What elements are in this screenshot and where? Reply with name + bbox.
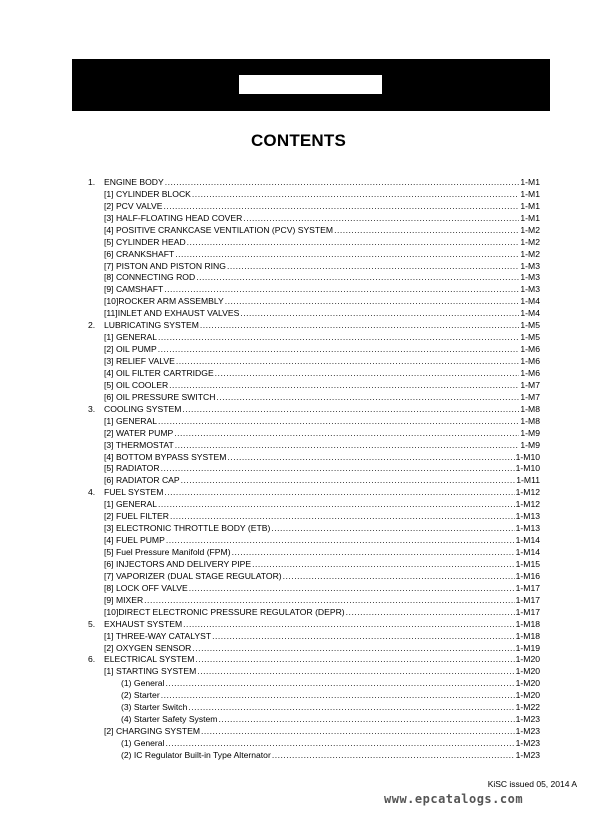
toc-page-number: 1-M23 [515, 749, 540, 760]
toc-entry-title: [6] INJECTORS AND DELIVERY PIPE [104, 558, 252, 569]
dot-leader [216, 392, 519, 404]
toc-entry-title: [6] CRANKSHAFT [104, 248, 175, 259]
toc-section-number: 2. [88, 320, 96, 331]
toc-entry[interactable] [88, 440, 540, 452]
dot-leader [161, 690, 515, 702]
toc-page-number: 1-M1 [520, 188, 540, 199]
dot-leader [164, 284, 519, 296]
toc-page-number: 1-M2 [520, 224, 540, 235]
toc-entry[interactable] [88, 511, 540, 523]
toc-entry[interactable] [88, 631, 540, 643]
dot-leader [227, 261, 519, 273]
toc-entry-title: [1] GENERAL [104, 499, 158, 510]
toc-entry[interactable] [88, 320, 540, 332]
toc-page-number: 1-M6 [520, 367, 540, 378]
dot-leader [215, 368, 520, 380]
dot-leader [165, 678, 514, 690]
toc-page-number: 1-M17 [515, 594, 540, 605]
toc-entry-title: [10]DIRECT ELECTRONIC PRESSURE REGULATOR (DEPR) [104, 606, 345, 617]
toc-entry-title: [2] PCV VALVE [104, 200, 163, 211]
toc-entry-title: [2] OXYGEN SENSOR [104, 642, 192, 653]
toc-page-number: 1-M18 [515, 618, 540, 629]
toc-entry-title: [9] MIXER [104, 594, 144, 605]
dot-leader [164, 487, 514, 499]
toc-page-number: 1-M17 [515, 582, 540, 593]
table-of-contents [88, 177, 540, 762]
toc-entry[interactable] [88, 535, 540, 547]
dot-leader [240, 308, 519, 320]
toc-entry-title: [1] THREE-WAY CATALYST [104, 630, 212, 641]
toc-entry[interactable] [88, 273, 540, 285]
toc-entry-title: [8] CONNECTING ROD [104, 272, 196, 283]
dot-leader [165, 738, 514, 750]
toc-entry[interactable] [88, 201, 540, 213]
toc-page-number: 1-M4 [520, 308, 540, 319]
dot-leader [183, 619, 514, 631]
dot-leader [195, 654, 514, 666]
dot-leader [189, 583, 515, 595]
toc-entry-title: [7] VAPORIZER (DUAL STAGE REGULATOR) [104, 570, 282, 581]
toc-page-number: 1-M20 [515, 678, 540, 689]
toc-section-number: 1. [88, 176, 96, 187]
dot-leader [175, 249, 519, 261]
toc-page-number: 1-M20 [515, 666, 540, 677]
dot-leader [169, 380, 519, 392]
toc-entry-title: COOLING SYSTEM [104, 403, 182, 414]
toc-entry-title: [2] CHARGING SYSTEM [104, 726, 200, 737]
toc-entry[interactable] [88, 332, 540, 344]
toc-page-number: 1-M23 [515, 714, 540, 725]
dot-leader [175, 440, 520, 452]
dot-leader [165, 177, 520, 189]
toc-entry[interactable] [88, 308, 540, 320]
dot-leader [158, 499, 515, 511]
toc-entry-title: ENGINE BODY [104, 176, 164, 187]
issued-footer: KiSC issued 05, 2014 A [487, 779, 577, 789]
toc-entry-title: [6] RADIATOR CAP [104, 475, 180, 486]
toc-page-number: 1-M4 [520, 296, 540, 307]
dot-leader [188, 702, 514, 714]
toc-entry-title: (2) Starter [121, 690, 160, 701]
toc-entry[interactable] [88, 416, 540, 428]
toc-entry-title: (1) General [121, 678, 165, 689]
toc-entry-title: [6] OIL PRESSURE SWITCH [104, 391, 216, 402]
dot-leader [252, 559, 515, 571]
toc-entry-title: [4] OIL FILTER CARTRIDGE [104, 367, 214, 378]
toc-entry[interactable] [88, 475, 540, 487]
toc-entry-title: [5] Fuel Pressure Manifold (FPM) [104, 547, 231, 558]
toc-page-number: 1-M13 [515, 511, 540, 522]
toc-entry[interactable] [88, 368, 540, 380]
toc-entry-title: [5] CYLINDER HEAD [104, 236, 186, 247]
toc-entry-title: [11]INLET AND EXHAUST VALVES [104, 308, 240, 319]
toc-entry-title: [3] ELECTRONIC THROTTLE BODY (ETB) [104, 523, 271, 534]
toc-entry-title: (1) General [121, 738, 165, 749]
toc-entry-title: [5] OIL COOLER [104, 379, 169, 390]
toc-entry[interactable] [88, 702, 540, 714]
toc-entry[interactable] [88, 643, 540, 655]
page-title: CONTENTS [250, 131, 347, 150]
toc-entry[interactable] [88, 750, 540, 762]
toc-entry-title: [9] CAMSHAFT [104, 284, 164, 295]
toc-entry-title: [1] GENERAL [104, 332, 158, 343]
toc-entry-title: [3] THERMOSTAT [104, 439, 174, 450]
toc-entry[interactable] [88, 225, 540, 237]
toc-entry[interactable] [88, 464, 540, 476]
toc-entry-title: [1] STARTING SYSTEM [104, 666, 197, 677]
dot-leader [181, 475, 516, 487]
toc-section-number: 5. [88, 618, 96, 629]
toc-page-number: 1-M3 [520, 260, 540, 271]
toc-page-number: 1-M20 [515, 690, 540, 701]
toc-section-number: 4. [88, 487, 96, 498]
toc-page-number: 1-M5 [520, 332, 540, 343]
toc-entry-title: [2] WATER PUMP [104, 427, 174, 438]
toc-entry[interactable] [88, 261, 540, 273]
toc-entry-title: FUEL SYSTEM [104, 487, 164, 498]
dot-leader [283, 571, 515, 583]
dot-leader [271, 523, 514, 535]
toc-entry-title: [4] BOTTOM BYPASS SYSTEM [104, 451, 227, 462]
toc-entry[interactable] [88, 296, 540, 308]
dot-leader [225, 296, 520, 308]
toc-entry[interactable] [88, 428, 540, 440]
dot-leader [170, 511, 515, 523]
toc-page-number: 1-M9 [520, 427, 540, 438]
toc-page-number: 1-M7 [520, 391, 540, 402]
toc-page-number: 1-M7 [520, 379, 540, 390]
toc-entry[interactable] [88, 583, 540, 595]
dot-leader [176, 356, 520, 368]
toc-page-number: 1-M5 [520, 320, 540, 331]
toc-page-number: 1-M12 [515, 487, 540, 498]
dot-leader [174, 428, 519, 440]
watermark: www.epcatalogs.com [384, 792, 524, 806]
toc-entry[interactable] [88, 499, 540, 511]
toc-entry-title: [2] FUEL FILTER [104, 511, 169, 522]
toc-entry[interactable] [88, 690, 540, 702]
toc-entry-title: [1] CYLINDER BLOCK [104, 188, 191, 199]
dot-leader [192, 643, 514, 655]
toc-entry[interactable] [88, 487, 540, 499]
toc-page-number: 1-M16 [515, 570, 540, 581]
toc-page-number: 1-M23 [515, 726, 540, 737]
toc-page-number: 1-M19 [515, 642, 540, 653]
toc-entry[interactable] [88, 392, 540, 404]
toc-entry-title: ELECTRICAL SYSTEM [104, 654, 195, 665]
toc-page-number: 1-M6 [520, 344, 540, 355]
dot-leader [200, 320, 520, 332]
toc-entry[interactable] [88, 607, 540, 619]
toc-page-number: 1-M12 [515, 499, 540, 510]
toc-page-number: 1-M8 [520, 403, 540, 414]
toc-entry[interactable] [88, 571, 540, 583]
header-band [72, 59, 550, 111]
toc-entry[interactable] [88, 714, 540, 726]
toc-page-number: 1-M3 [520, 272, 540, 283]
toc-entry-title: [7] PISTON AND PISTON RING [104, 260, 226, 271]
dot-leader [158, 416, 519, 428]
toc-entry[interactable] [88, 595, 540, 607]
toc-entry-title: [4] FUEL PUMP [104, 535, 165, 546]
toc-entry[interactable] [88, 547, 540, 559]
toc-section-number: 6. [88, 654, 96, 665]
dot-leader [346, 607, 515, 619]
toc-entry[interactable] [88, 678, 540, 690]
toc-page-number: 1-M1 [520, 212, 540, 223]
toc-entry-title: LUBRICATING SYSTEM [104, 320, 199, 331]
toc-entry-title: [3] HALF-FLOATING HEAD COVER [104, 212, 243, 223]
toc-entry[interactable] [88, 380, 540, 392]
dot-leader [201, 726, 515, 738]
toc-page-number: 1-M1 [520, 200, 540, 211]
toc-entry[interactable] [88, 738, 540, 750]
dot-leader [212, 631, 515, 643]
toc-entry-title: (2) IC Regulator Built-in Type Alternator [121, 749, 271, 760]
toc-entry[interactable] [88, 452, 540, 464]
toc-page-number: 1-M17 [515, 606, 540, 617]
toc-entry-title: [3] RELIEF VALVE [104, 356, 175, 367]
toc-entry[interactable] [88, 237, 540, 249]
toc-entry[interactable] [88, 356, 540, 368]
dot-leader [187, 237, 520, 249]
toc-entry[interactable] [88, 619, 540, 631]
dot-leader [232, 547, 515, 559]
toc-section-number: 3. [88, 403, 96, 414]
dot-leader [163, 201, 519, 213]
toc-page-number: 1-M6 [520, 356, 540, 367]
toc-page-number: 1-M2 [520, 248, 540, 259]
toc-page-number: 1-M18 [515, 630, 540, 641]
dot-leader [158, 332, 519, 344]
toc-page-number: 1-M14 [515, 535, 540, 546]
header-label-box [239, 75, 382, 94]
toc-entry-title: [2] OIL PUMP [104, 344, 157, 355]
toc-page-number: 1-M14 [515, 547, 540, 558]
toc-entry[interactable] [88, 666, 540, 678]
dot-leader [144, 595, 514, 607]
toc-entry-title: [8] LOCK OFF VALVE [104, 582, 188, 593]
dot-leader [197, 666, 514, 678]
dot-leader [196, 272, 519, 284]
toc-entry[interactable] [88, 344, 540, 356]
toc-entry-title: [10]ROCKER ARM ASSEMBLY [104, 296, 224, 307]
toc-entry[interactable] [88, 213, 540, 225]
toc-entry[interactable] [88, 404, 540, 416]
toc-entry[interactable] [88, 523, 540, 535]
toc-entry-title: EXHAUST SYSTEM [104, 618, 183, 629]
toc-entry[interactable] [88, 655, 540, 667]
toc-page-number: 1-M13 [515, 523, 540, 534]
toc-page-number: 1-M23 [515, 738, 540, 749]
toc-page-number: 1-M22 [515, 702, 540, 713]
dot-leader [272, 750, 515, 762]
toc-page-number: 1-M15 [515, 558, 540, 569]
toc-page-number: 1-M8 [520, 415, 540, 426]
toc-page-number: 1-M3 [520, 284, 540, 295]
toc-entry-title: (4) Starter Safety System [121, 714, 218, 725]
toc-entry-title: [5] RADIATOR [104, 463, 160, 474]
toc-page-number: 1-M10 [515, 463, 540, 474]
toc-entry[interactable] [88, 249, 540, 261]
toc-page-number: 1-M10 [515, 451, 540, 462]
dot-leader [218, 714, 514, 726]
dot-leader [334, 225, 519, 237]
toc-entry[interactable] [88, 559, 540, 571]
toc-page-number: 1-M2 [520, 236, 540, 247]
dot-leader [158, 344, 520, 356]
toc-page-number: 1-M11 [516, 475, 540, 486]
toc-entry[interactable] [88, 177, 540, 189]
dot-leader [192, 189, 519, 201]
toc-entry[interactable] [88, 726, 540, 738]
toc-page-number: 1-M9 [520, 439, 540, 450]
dot-leader [243, 213, 519, 225]
dot-leader [227, 452, 514, 464]
toc-entry-title: [1] GENERAL [104, 415, 158, 426]
dot-leader [161, 463, 515, 475]
toc-entry[interactable] [88, 189, 540, 201]
toc-page-number: 1-M20 [515, 654, 540, 665]
dot-leader [166, 535, 515, 547]
toc-page-number: 1-M1 [520, 176, 540, 187]
toc-entry[interactable] [88, 284, 540, 296]
toc-entry-title: [4] POSITIVE CRANKCASE VENTILATION (PCV) SYSTEM [104, 224, 334, 235]
toc-entry-title: (3) Starter Switch [121, 702, 188, 713]
dot-leader [182, 404, 519, 416]
